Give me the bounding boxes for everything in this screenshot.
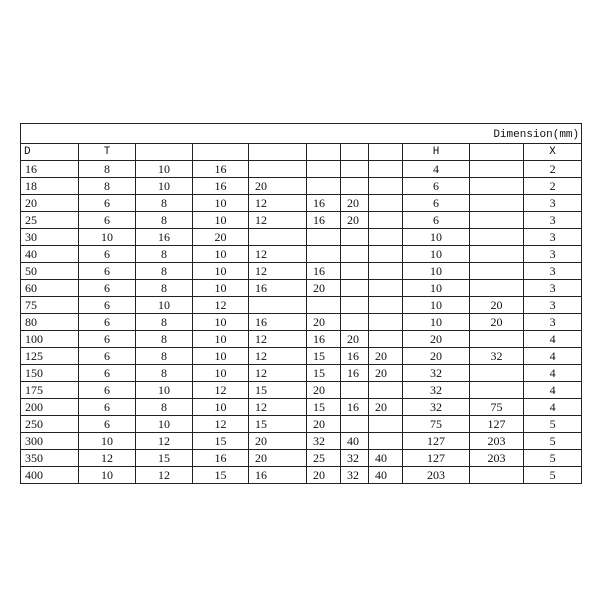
table-cell: 127 bbox=[403, 433, 470, 450]
table-cell bbox=[341, 246, 369, 263]
table-cell: 2 bbox=[524, 178, 582, 195]
table-cell: 12 bbox=[193, 297, 249, 314]
table-row bbox=[21, 467, 582, 484]
table-cell: 8 bbox=[136, 365, 193, 382]
table-cell: 6 bbox=[79, 331, 136, 348]
caption-row bbox=[21, 124, 582, 144]
dimension-caption: Dimension(mm) bbox=[21, 124, 582, 144]
table-cell: 20 bbox=[249, 450, 307, 467]
table-cell bbox=[341, 178, 369, 195]
table-cell: 203 bbox=[470, 433, 524, 450]
table-row bbox=[21, 433, 582, 450]
table-cell: 12 bbox=[79, 450, 136, 467]
table-cell: 20 bbox=[341, 195, 369, 212]
table-row bbox=[21, 450, 582, 467]
table-cell: 16 bbox=[341, 348, 369, 365]
table-cell: 15 bbox=[249, 382, 307, 399]
table-cell bbox=[249, 161, 307, 178]
table-row bbox=[21, 348, 582, 365]
table-cell: 20 bbox=[369, 348, 403, 365]
table-cell: 20 bbox=[341, 212, 369, 229]
table-cell: 3 bbox=[524, 229, 582, 246]
table-cell bbox=[369, 416, 403, 433]
table-cell bbox=[470, 212, 524, 229]
table-cell: 40 bbox=[21, 246, 79, 263]
table-cell: 6 bbox=[79, 297, 136, 314]
table-cell: 3 bbox=[524, 280, 582, 297]
table-cell bbox=[470, 331, 524, 348]
table-cell: 60 bbox=[21, 280, 79, 297]
table-cell: 75 bbox=[21, 297, 79, 314]
table-row bbox=[21, 161, 582, 178]
table-cell: 203 bbox=[403, 467, 470, 484]
table-cell: 8 bbox=[136, 314, 193, 331]
table-cell bbox=[369, 195, 403, 212]
table-row bbox=[21, 263, 582, 280]
table-cell: 10 bbox=[403, 246, 470, 263]
table-cell: 6 bbox=[79, 399, 136, 416]
table-cell: 20 bbox=[249, 178, 307, 195]
table-row bbox=[21, 365, 582, 382]
table-cell: 75 bbox=[403, 416, 470, 433]
table-cell: 3 bbox=[524, 314, 582, 331]
table-cell: 16 bbox=[249, 280, 307, 297]
table-cell: 4 bbox=[524, 365, 582, 382]
header-d: D bbox=[21, 144, 79, 161]
table-cell bbox=[369, 297, 403, 314]
table-cell: 6 bbox=[79, 348, 136, 365]
table-cell bbox=[470, 161, 524, 178]
table-cell: 3 bbox=[524, 263, 582, 280]
table-cell: 10 bbox=[193, 263, 249, 280]
table-cell bbox=[249, 297, 307, 314]
table-cell: 3 bbox=[524, 246, 582, 263]
table-cell bbox=[369, 246, 403, 263]
table-cell: 8 bbox=[79, 178, 136, 195]
table-cell: 40 bbox=[369, 450, 403, 467]
table-cell: 6 bbox=[403, 195, 470, 212]
table-cell: 10 bbox=[193, 314, 249, 331]
table-cell: 12 bbox=[249, 365, 307, 382]
table-row bbox=[21, 280, 582, 297]
table-cell: 12 bbox=[193, 416, 249, 433]
table-cell bbox=[307, 161, 341, 178]
table-cell: 20 bbox=[307, 416, 341, 433]
table-cell: 80 bbox=[21, 314, 79, 331]
table-cell: 10 bbox=[193, 212, 249, 229]
table-cell: 16 bbox=[307, 212, 341, 229]
table-row bbox=[21, 399, 582, 416]
table-cell: 12 bbox=[193, 382, 249, 399]
header-x: X bbox=[524, 144, 582, 161]
table-row bbox=[21, 297, 582, 314]
table-cell: 10 bbox=[193, 195, 249, 212]
table-cell: 125 bbox=[21, 348, 79, 365]
table-cell bbox=[341, 297, 369, 314]
table-cell: 16 bbox=[193, 450, 249, 467]
table-cell: 10 bbox=[193, 348, 249, 365]
table-cell: 8 bbox=[136, 331, 193, 348]
table-cell: 16 bbox=[21, 161, 79, 178]
table-cell bbox=[369, 263, 403, 280]
table-cell: 32 bbox=[403, 382, 470, 399]
table-cell: 12 bbox=[249, 399, 307, 416]
table-cell: 10 bbox=[403, 263, 470, 280]
table-cell: 300 bbox=[21, 433, 79, 450]
table-cell: 10 bbox=[193, 399, 249, 416]
header-blank bbox=[136, 144, 193, 161]
table-cell: 15 bbox=[249, 416, 307, 433]
table-cell: 6 bbox=[403, 212, 470, 229]
table-cell: 6 bbox=[79, 263, 136, 280]
table-cell: 20 bbox=[249, 433, 307, 450]
table-cell: 6 bbox=[79, 195, 136, 212]
table-row bbox=[21, 178, 582, 195]
table-cell: 6 bbox=[79, 246, 136, 263]
table-cell: 12 bbox=[249, 263, 307, 280]
table-cell: 32 bbox=[403, 365, 470, 382]
table-cell bbox=[307, 246, 341, 263]
table-cell: 4 bbox=[524, 348, 582, 365]
table-cell: 25 bbox=[307, 450, 341, 467]
table-cell bbox=[369, 433, 403, 450]
table-cell: 75 bbox=[470, 399, 524, 416]
table-cell bbox=[369, 331, 403, 348]
table-cell: 5 bbox=[524, 416, 582, 433]
table-cell: 30 bbox=[21, 229, 79, 246]
table-cell bbox=[470, 365, 524, 382]
table-cell: 16 bbox=[193, 161, 249, 178]
table-cell: 20 bbox=[307, 314, 341, 331]
table-cell: 8 bbox=[136, 212, 193, 229]
table-cell: 10 bbox=[193, 280, 249, 297]
table-cell: 20 bbox=[369, 399, 403, 416]
table-cell: 10 bbox=[403, 297, 470, 314]
table-cell: 100 bbox=[21, 331, 79, 348]
header-row bbox=[21, 144, 582, 161]
table-cell: 10 bbox=[193, 365, 249, 382]
table-cell bbox=[470, 263, 524, 280]
table-cell bbox=[369, 178, 403, 195]
table-cell bbox=[470, 467, 524, 484]
table-cell: 20 bbox=[403, 331, 470, 348]
table-cell: 8 bbox=[136, 195, 193, 212]
table-cell bbox=[369, 280, 403, 297]
table-cell: 20 bbox=[21, 195, 79, 212]
table-row bbox=[21, 246, 582, 263]
table-cell: 6 bbox=[79, 365, 136, 382]
table-cell: 20 bbox=[470, 314, 524, 331]
table-cell: 250 bbox=[21, 416, 79, 433]
table-cell: 16 bbox=[249, 467, 307, 484]
table-cell: 20 bbox=[470, 297, 524, 314]
table-cell: 10 bbox=[79, 229, 136, 246]
table-cell: 200 bbox=[21, 399, 79, 416]
table-cell: 150 bbox=[21, 365, 79, 382]
table-cell bbox=[369, 382, 403, 399]
table-cell bbox=[341, 280, 369, 297]
table-cell: 400 bbox=[21, 467, 79, 484]
table-cell: 32 bbox=[470, 348, 524, 365]
table-cell: 10 bbox=[136, 178, 193, 195]
table-cell bbox=[341, 263, 369, 280]
table-row bbox=[21, 416, 582, 433]
table-cell: 15 bbox=[193, 433, 249, 450]
table-cell bbox=[470, 229, 524, 246]
table-cell bbox=[341, 229, 369, 246]
table-row bbox=[21, 331, 582, 348]
table-cell bbox=[341, 382, 369, 399]
table-cell: 15 bbox=[307, 399, 341, 416]
table-cell: 10 bbox=[79, 433, 136, 450]
table-cell: 12 bbox=[249, 348, 307, 365]
table-cell: 3 bbox=[524, 212, 582, 229]
table-cell: 12 bbox=[136, 467, 193, 484]
table-cell: 10 bbox=[193, 246, 249, 263]
table-cell: 20 bbox=[307, 467, 341, 484]
header-blank bbox=[193, 144, 249, 161]
table-cell: 20 bbox=[341, 331, 369, 348]
table-cell: 10 bbox=[136, 416, 193, 433]
table-cell: 8 bbox=[136, 263, 193, 280]
table-cell: 32 bbox=[403, 399, 470, 416]
table-cell: 8 bbox=[79, 161, 136, 178]
table-cell bbox=[369, 229, 403, 246]
table-cell: 203 bbox=[470, 450, 524, 467]
table-cell bbox=[341, 416, 369, 433]
table-cell: 16 bbox=[341, 399, 369, 416]
table-cell: 15 bbox=[307, 348, 341, 365]
table-cell: 15 bbox=[193, 467, 249, 484]
table-body bbox=[21, 161, 582, 484]
table-row bbox=[21, 382, 582, 399]
dimension-table-container bbox=[20, 123, 581, 484]
table-cell bbox=[470, 382, 524, 399]
dimension-table bbox=[20, 123, 582, 484]
table-cell bbox=[470, 195, 524, 212]
table-cell: 4 bbox=[403, 161, 470, 178]
table-cell: 16 bbox=[307, 331, 341, 348]
table-cell: 6 bbox=[403, 178, 470, 195]
table-row bbox=[21, 212, 582, 229]
table-cell: 32 bbox=[341, 467, 369, 484]
table-cell: 10 bbox=[403, 229, 470, 246]
table-cell bbox=[470, 280, 524, 297]
table-cell: 20 bbox=[307, 280, 341, 297]
table-cell: 4 bbox=[524, 382, 582, 399]
table-cell: 10 bbox=[403, 280, 470, 297]
table-cell: 10 bbox=[193, 331, 249, 348]
table-cell: 50 bbox=[21, 263, 79, 280]
table-cell: 20 bbox=[307, 382, 341, 399]
table-cell: 175 bbox=[21, 382, 79, 399]
table-cell: 15 bbox=[136, 450, 193, 467]
table-cell: 8 bbox=[136, 280, 193, 297]
table-cell: 350 bbox=[21, 450, 79, 467]
table-cell: 6 bbox=[79, 416, 136, 433]
table-cell: 6 bbox=[79, 212, 136, 229]
table-cell: 3 bbox=[524, 195, 582, 212]
table-cell: 40 bbox=[341, 433, 369, 450]
table-cell: 12 bbox=[249, 331, 307, 348]
table-cell: 40 bbox=[369, 467, 403, 484]
table-cell: 12 bbox=[249, 212, 307, 229]
header-blank bbox=[249, 144, 307, 161]
table-cell: 32 bbox=[341, 450, 369, 467]
table-cell: 127 bbox=[470, 416, 524, 433]
table-row bbox=[21, 229, 582, 246]
table-cell: 16 bbox=[136, 229, 193, 246]
table-cell bbox=[470, 178, 524, 195]
header-blank bbox=[470, 144, 524, 161]
table-cell: 32 bbox=[307, 433, 341, 450]
table-row bbox=[21, 314, 582, 331]
table-cell: 10 bbox=[79, 467, 136, 484]
table-cell: 12 bbox=[136, 433, 193, 450]
table-cell: 4 bbox=[524, 399, 582, 416]
table-cell: 8 bbox=[136, 246, 193, 263]
table-cell bbox=[369, 161, 403, 178]
table-cell: 10 bbox=[136, 161, 193, 178]
header-blank bbox=[307, 144, 341, 161]
table-cell: 25 bbox=[21, 212, 79, 229]
table-cell: 20 bbox=[369, 365, 403, 382]
table-cell: 20 bbox=[403, 348, 470, 365]
table-cell: 16 bbox=[249, 314, 307, 331]
table-cell: 16 bbox=[193, 178, 249, 195]
table-cell bbox=[307, 297, 341, 314]
table-cell: 15 bbox=[307, 365, 341, 382]
header-t: T bbox=[79, 144, 136, 161]
table-cell: 16 bbox=[307, 263, 341, 280]
table-cell bbox=[307, 229, 341, 246]
table-cell: 127 bbox=[403, 450, 470, 467]
table-cell: 12 bbox=[249, 195, 307, 212]
header-h: H bbox=[403, 144, 470, 161]
table-cell bbox=[249, 229, 307, 246]
table-cell: 5 bbox=[524, 450, 582, 467]
table-cell: 16 bbox=[307, 195, 341, 212]
table-cell: 6 bbox=[79, 314, 136, 331]
table-cell bbox=[307, 178, 341, 195]
table-cell: 4 bbox=[524, 331, 582, 348]
table-cell: 20 bbox=[193, 229, 249, 246]
table-row bbox=[21, 195, 582, 212]
table-cell: 10 bbox=[136, 297, 193, 314]
table-cell: 2 bbox=[524, 161, 582, 178]
table-cell bbox=[341, 161, 369, 178]
table-cell: 10 bbox=[403, 314, 470, 331]
table-cell bbox=[369, 314, 403, 331]
table-cell: 6 bbox=[79, 280, 136, 297]
header-blank bbox=[369, 144, 403, 161]
table-cell bbox=[369, 212, 403, 229]
table-cell: 8 bbox=[136, 348, 193, 365]
table-cell: 3 bbox=[524, 297, 582, 314]
table-cell: 8 bbox=[136, 399, 193, 416]
table-cell: 16 bbox=[341, 365, 369, 382]
table-cell bbox=[341, 314, 369, 331]
table-cell: 18 bbox=[21, 178, 79, 195]
table-cell: 12 bbox=[249, 246, 307, 263]
header-blank bbox=[341, 144, 369, 161]
table-cell bbox=[470, 246, 524, 263]
table-cell: 5 bbox=[524, 433, 582, 450]
table-cell: 5 bbox=[524, 467, 582, 484]
table-cell: 6 bbox=[79, 382, 136, 399]
table-cell: 10 bbox=[136, 382, 193, 399]
